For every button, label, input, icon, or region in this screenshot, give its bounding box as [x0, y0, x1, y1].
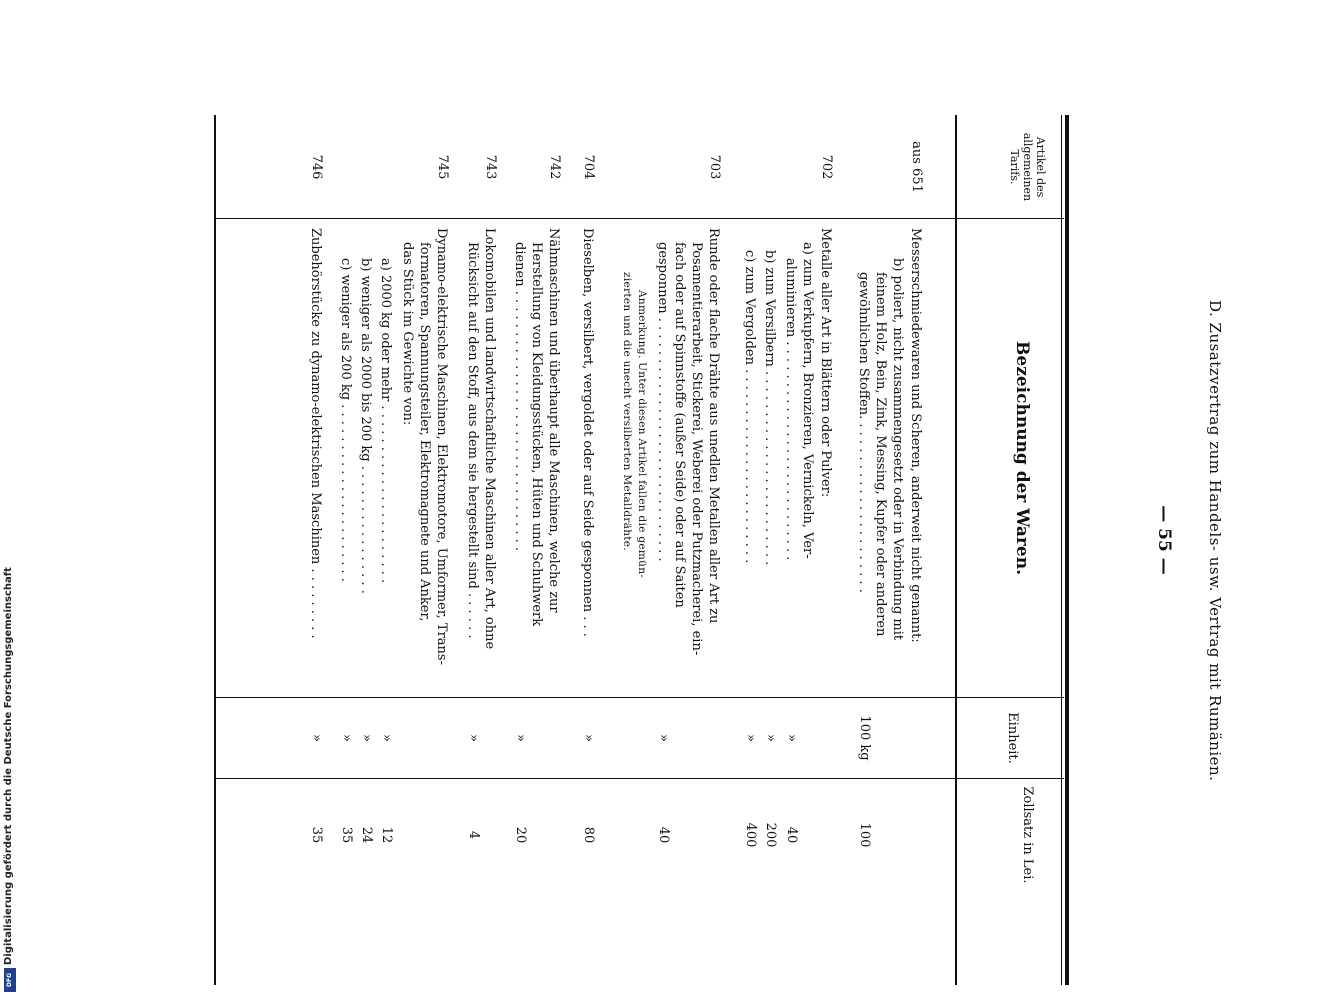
header-description: Bezeichnung der Waren. — [1012, 341, 1032, 575]
row-description-line: gewöhnlichen Stoffen. . . . . . . . . . . . . . . . . . . . . . — [856, 272, 871, 593]
row-description-line: Metalle aller Art in Blättern oder Pulver: — [818, 228, 833, 498]
row-unit: » — [466, 734, 481, 742]
row-unit: » — [339, 734, 354, 742]
header-duty: Zollsatz in Lei. — [1020, 786, 1035, 884]
row-duty: 40 — [784, 826, 799, 844]
article-number: 742 — [547, 154, 562, 180]
row-unit: » — [763, 734, 778, 742]
row-unit: » — [359, 734, 374, 742]
dfg-funding-text: Digitalisierung gefördert durch die Deutsche Forschungsgemeinschaft — [3, 567, 14, 965]
row-duty: 35 — [309, 826, 324, 844]
article-number: 703 — [707, 154, 722, 180]
column-divider-unit — [216, 778, 1064, 779]
row-description-line: formatoren, Spannungsteiler, Elektromagnete und Anker, — [417, 242, 432, 622]
row-duty: 40 — [656, 826, 671, 844]
row-description-line: Posamentierarbeit, Stickerei, Weberei oder Putzmacherei, ein- — [689, 242, 704, 656]
row-note-line: Anmerkung. Unter diesen Artikel fallen die gemün- — [636, 290, 648, 579]
article-number: 702 — [819, 154, 834, 180]
row-duty: 400 — [743, 822, 758, 848]
row-duty: 35 — [339, 826, 354, 844]
row-duty: 100 — [857, 822, 872, 848]
row-description-line: Nähmaschinen und überhaupt alle Maschinen, welche zur — [546, 228, 561, 613]
article-number: 746 — [309, 154, 324, 180]
row-description-line: fach oder auf Spinnstoffe (außer Seide) oder auf Saiten — [672, 242, 687, 608]
row-description-line: feinem Holz, Bein, Zink, Messing, Kupfer oder anderen — [873, 272, 888, 637]
row-unit: » — [379, 734, 394, 742]
row-description-line: Runde oder flache Drähte aus unedlen Metallen aller Art zu — [706, 228, 721, 624]
article-number: aus 651 — [909, 141, 924, 193]
article-number: 743 — [483, 154, 498, 180]
row-description-line: a) zum Verkupfern, Bronzieren, Vernickeln, Ver- — [800, 242, 815, 559]
column-divider-article — [216, 218, 1064, 219]
row-duty: 12 — [379, 826, 394, 844]
row-unit: » — [743, 734, 758, 742]
table-top-rule-thin — [1061, 115, 1062, 985]
row-description-line: a) 2000 kg oder mehr . . . . . . . . . . . . . . . . . . . . . . — [378, 258, 393, 584]
row-description-line: gesponnen . . . . . . . . . . . . . . . . . . . . . . . . . . . . . . — [655, 242, 670, 562]
row-unit: » — [513, 734, 528, 742]
row-duty: 24 — [359, 826, 374, 844]
row-duty: 4 — [466, 830, 481, 840]
table-bottom-rule — [214, 115, 216, 985]
dfg-logo: DFG — [4, 968, 16, 992]
header-article: Artikel des allgemeinen Tarifs. — [1008, 132, 1047, 202]
column-divider-description — [216, 697, 1064, 698]
row-unit: » — [656, 734, 671, 742]
row-description-line: c) zum Vergolden . . . . . . . . . . . . . . . . . . . . . . . . — [742, 250, 757, 564]
dfg-funding-notice — [2, 0, 18, 1000]
row-description-line: dienen . . . . . . . . . . . . . . . . . . . . . . . . . . . . . . . . — [512, 242, 527, 552]
row-unit: » — [309, 734, 324, 742]
row-description-line: aluminieren . . . . . . . . . . . . . . . . . . . . . . . . . . . — [783, 258, 798, 561]
row-duty: 20 — [513, 826, 528, 844]
row-duty: 200 — [763, 822, 778, 848]
article-number: 704 — [581, 154, 596, 180]
row-description-line: b) poliert, nicht zusammengesetzt oder in Verbindung mit — [890, 258, 905, 641]
row-description-line: Messerschmiedewaren und Scheren, anderweit nicht genannt: — [908, 228, 923, 643]
row-unit: » — [581, 734, 596, 742]
row-description-line: b) zum Versilbern . . . . . . . . . . . . . . . . . . . . . . . . — [762, 250, 777, 566]
row-duty: 80 — [581, 826, 596, 844]
header-unit: Einheit. — [1005, 712, 1020, 764]
table-header-rule — [955, 115, 957, 985]
row-description-line: das Stück im Gewichte von: — [400, 242, 415, 426]
row-description-line: Dynamo-elektrische Maschinen, Elektromotore, Umformer, Trans- — [434, 228, 449, 665]
page-header-title: D. Zusatzvertrag zum Handels- usw. Vertrag mit Rumänien. — [1206, 300, 1224, 782]
row-description-line: Herstellung von Kleidungsstücken, Hüten und Schuhwerk — [529, 242, 544, 627]
article-number: 745 — [435, 154, 450, 180]
page-number: — 55 — — [1154, 505, 1174, 575]
row-unit: 100 kg — [857, 715, 872, 761]
table-top-rule — [1065, 115, 1069, 985]
row-description-line: b) weniger als 2000 bis 200 kg . . . . . . . . . . . . . . . . — [358, 258, 373, 594]
row-description-line: Lokomobilen und landwirtschaftliche Maschinen aller Art, ohne — [482, 228, 497, 650]
row-description-line: Dieselben, versilbert, vergoldet oder auf Seide gesponnen . . . — [580, 228, 595, 637]
row-description-line: Zubehörstücke zu dynamo-elektrischen Maschinen . . . . . . . . . — [308, 228, 323, 639]
row-description-line: Rücksicht auf den Stoff, aus dem sie hergestellt sind . . . . . . — [465, 242, 480, 639]
row-unit: » — [784, 734, 799, 742]
row-note-line: zierten und die unecht versilberten Metalldrähte. — [621, 272, 633, 551]
row-description-line: c) weniger als 200 kg . . . . . . . . . . . . . . . . . . . . . . — [338, 258, 353, 582]
